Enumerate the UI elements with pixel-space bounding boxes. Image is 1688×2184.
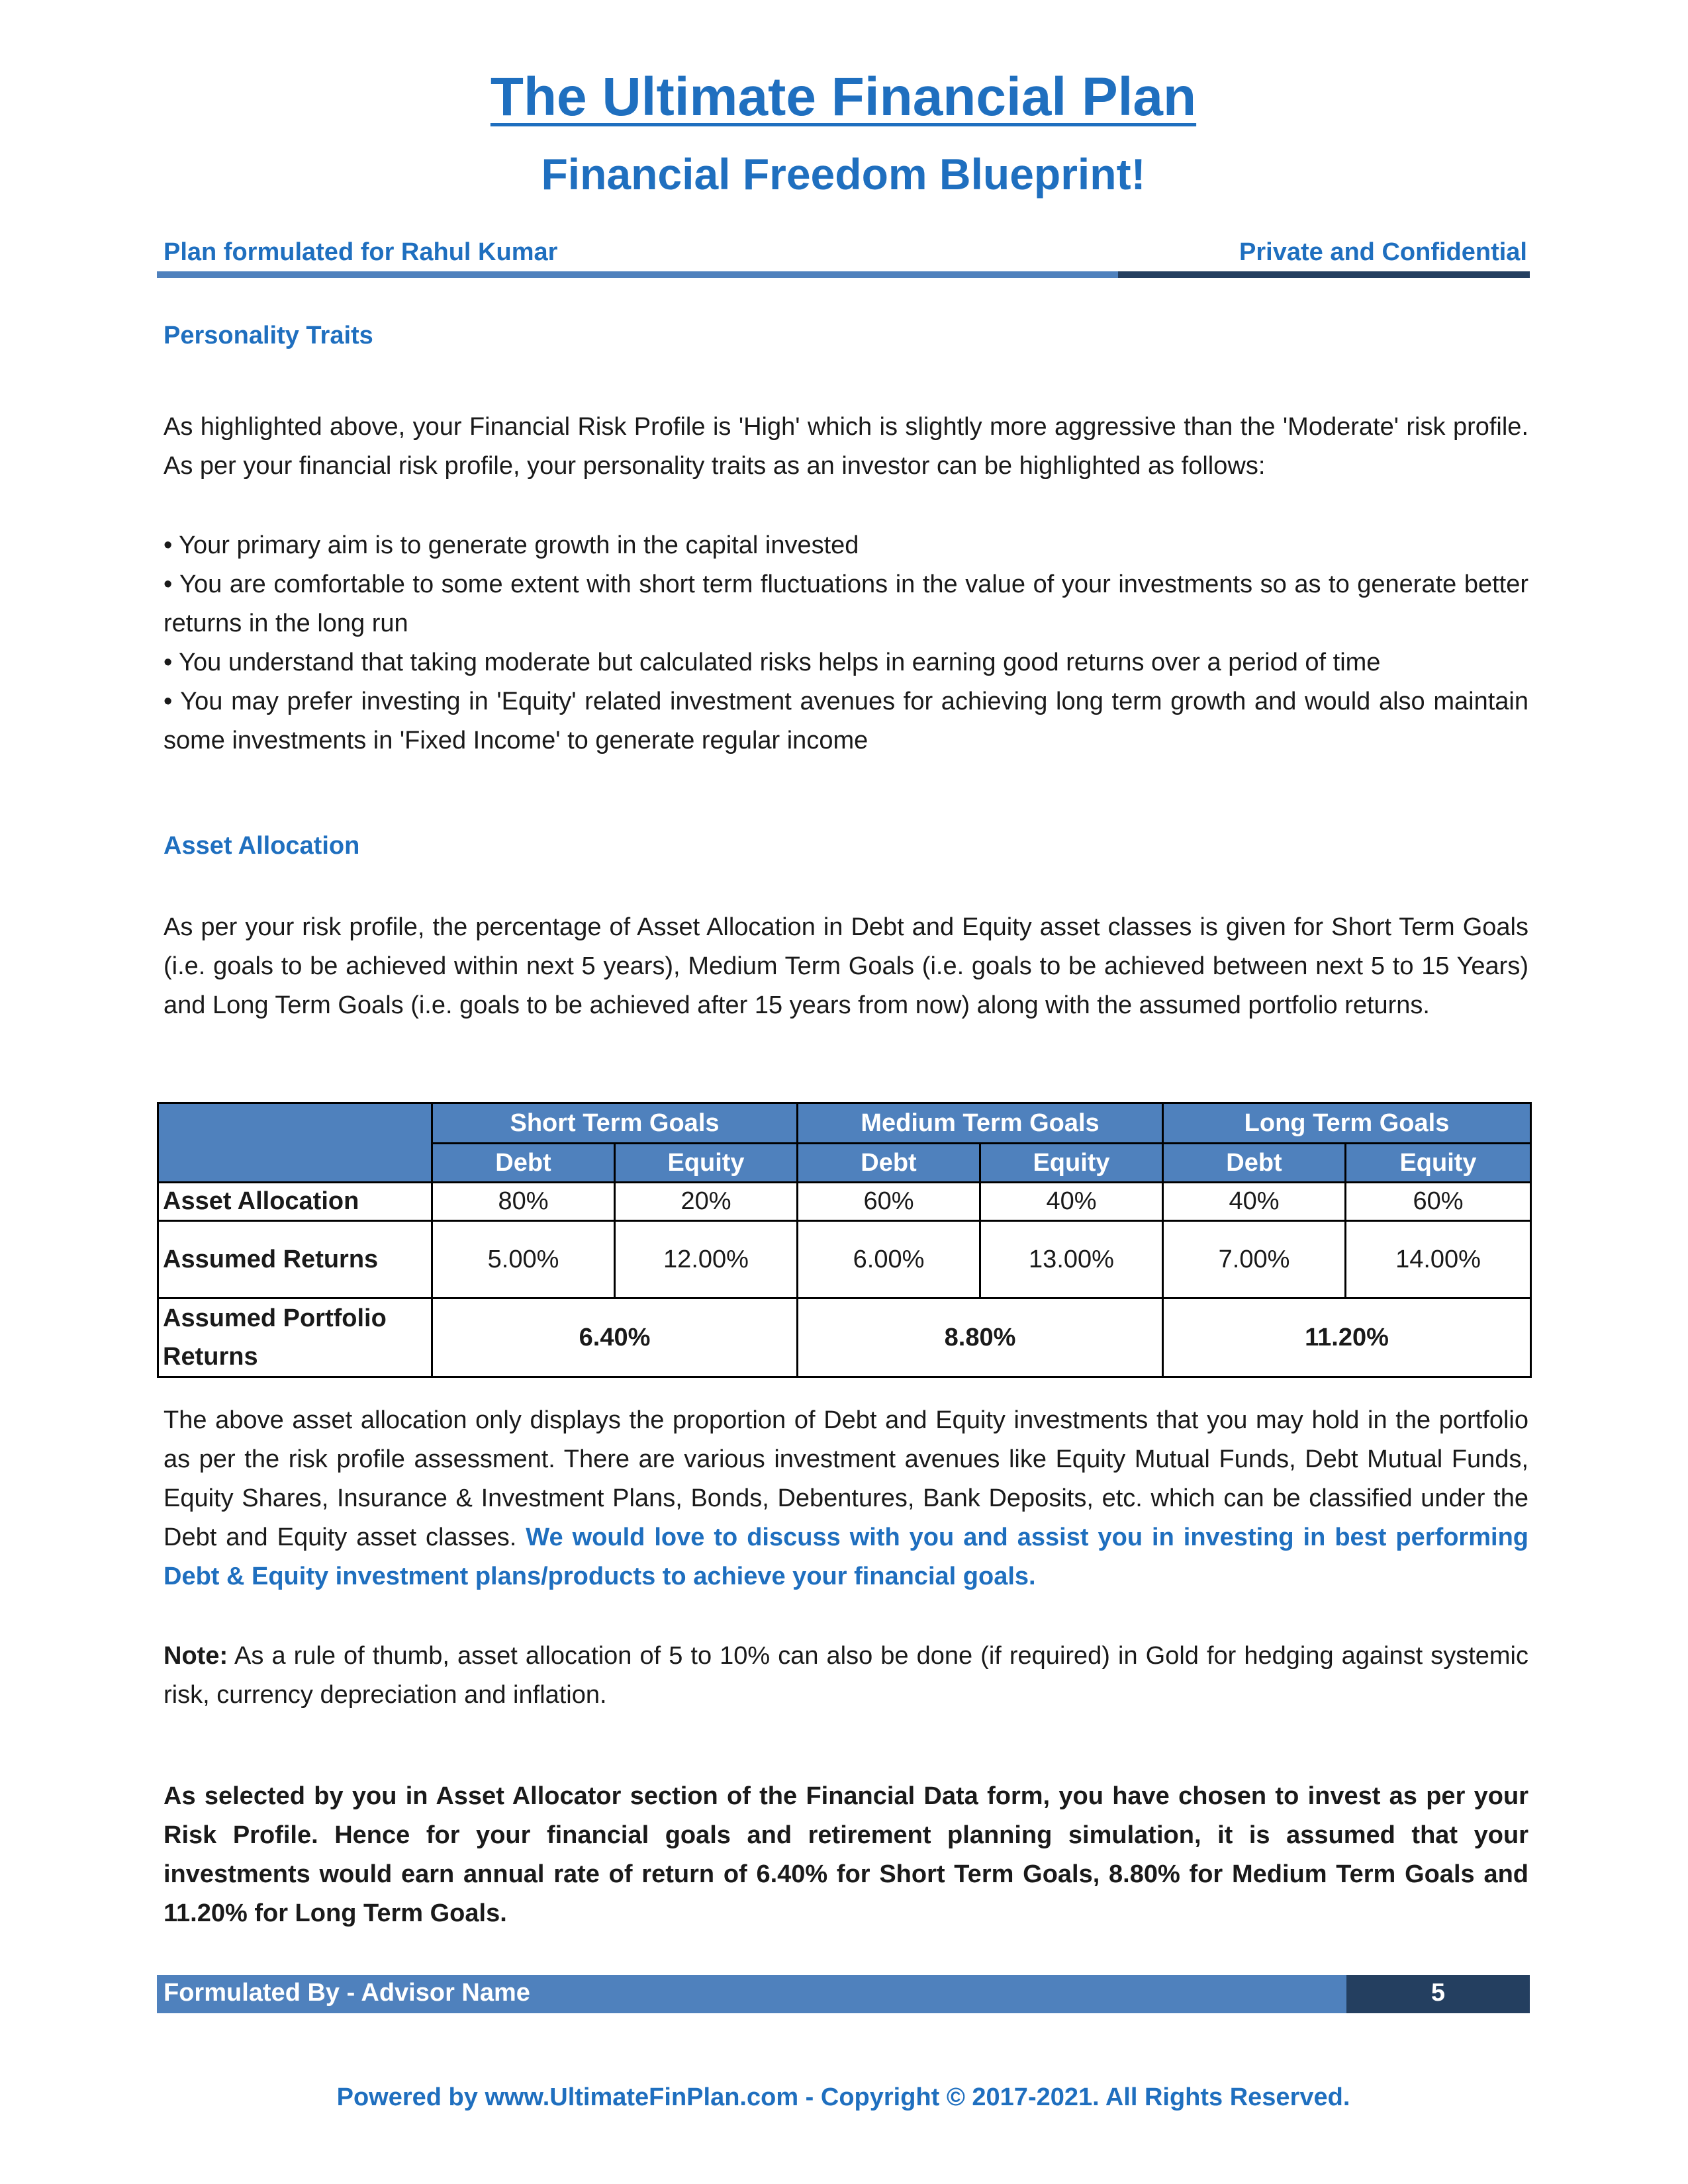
bullet-item: • You may prefer investing in 'Equity' related investment avenues for achieving long term growth and would also maintain some investments in 'Fixed Income' to generate regular income (164, 688, 1528, 754)
table-sub-header: Equity (980, 1144, 1163, 1183)
header-bar-navy (1118, 271, 1530, 278)
personality-bullets (164, 526, 1528, 760)
asset-allocation-heading: Asset Allocation (164, 832, 360, 860)
note-body: As a rule of thumb, asset allocation of 5 to 10% can also be done (if required) in Gold for hedging against systemic risk, currency depreciation and inflation. (164, 1642, 1528, 1709)
footer-bar (157, 1975, 1530, 2013)
bullet-item: • You understand that taking moderate but calculated risks helps in earning good returns over a period of time (164, 649, 1381, 676)
table-row (158, 1183, 1531, 1221)
bullet-item: • Your primary aim is to generate growth in the capital invested (164, 531, 859, 559)
table-cell: 80% (432, 1183, 615, 1221)
table-cell: 12.00% (615, 1221, 798, 1298)
table-sub-header: Debt (798, 1144, 980, 1183)
explanation-plain: The above asset allocation only displays the proportion of Debt and Equity investments that you may hold in the portfolio as per the risk profile assessment. There are various investment avenues like Equity Mutual Funds, Debt Mutual Funds, Equity Shares, Insurance & Investment Plans, Bonds, Debentures, Bank Deposits, etc. which can be classified under the Debt and Equity asset classes. (164, 1406, 1528, 1551)
table-row-label: Asset Allocation (158, 1183, 432, 1221)
table-sub-header: Equity (1346, 1144, 1531, 1183)
header-bar-blue (157, 271, 1118, 278)
table-row (158, 1298, 1531, 1377)
table-cell: 40% (1163, 1183, 1346, 1221)
portfolio-return-cell: 6.40% (432, 1298, 798, 1377)
portfolio-return-cell: 11.20% (1163, 1298, 1531, 1377)
note-paragraph (164, 1637, 1528, 1715)
asset-allocation-intro-text: As per your risk profile, the percentage of Asset Allocation in Debt and Equity asset classes is given for Short Term Goals (i.e. goals to be achieved within next 5 years), Medium Term Goals (i.e. goals to be achieved between next 5 to 15 Years) and Long Term Goals (i.e. goals to be achieved after 15 years from now) along with the assumed portfolio returns. (164, 913, 1528, 1019)
confidential-label: Private and Confidential (1239, 238, 1527, 266)
conclusion-text: As selected by you in Asset Allocator section of the Financial Data form, you have chosen to invest as per your Risk Profile. Hence for your financial goals and retirement planning simulation, it is assumed that your investments would earn annual rate of return of 6.40% for Short Term Goals, 8.80% for Medium Term Goals and 11.20% for Long Term Goals. (164, 1782, 1528, 1927)
asset-allocation-explanation (164, 1401, 1528, 1596)
document-title: The Ultimate Financial Plan (490, 67, 1197, 127)
asset-allocation-intro (164, 908, 1528, 1025)
page-number: 5 (1430, 1979, 1446, 2007)
conclusion-paragraph (164, 1777, 1528, 1933)
explanation-highlight: We would love to discuss with you and assist you in investing in best performing Debt & Equity investment plans/products to achieve your financial goals. (164, 1524, 1528, 1590)
explanation-text (164, 1401, 1528, 1596)
table-row (158, 1221, 1531, 1298)
table-cell: 13.00% (980, 1221, 1163, 1298)
portfolio-return-cell: 8.80% (798, 1298, 1163, 1377)
table-cell: 60% (1346, 1183, 1531, 1221)
table-cell: 14.00% (1346, 1221, 1531, 1298)
table-group-header: Short Term Goals (432, 1103, 798, 1144)
personality-intro (164, 408, 1528, 486)
personality-heading: Personality Traits (164, 322, 373, 349)
powered-by-text: Powered by www.UltimateFinPlan.com - Copyright © 2017-2021. All Rights Reserved. (336, 2083, 1350, 2111)
table-cell: 40% (980, 1183, 1163, 1221)
asset-allocation-table (157, 1102, 1532, 1378)
table-cell: 20% (615, 1183, 798, 1221)
table-sub-header: Debt (432, 1144, 615, 1183)
table-cell: 5.00% (432, 1221, 615, 1298)
note-label: Note: (164, 1642, 228, 1670)
table-cell: 60% (798, 1183, 980, 1221)
formulated-by-label: Formulated By - Advisor Name (164, 1979, 530, 2007)
table-group-header: Long Term Goals (1163, 1103, 1531, 1144)
table-cell: 6.00% (798, 1221, 980, 1298)
table-sub-header: Debt (1163, 1144, 1346, 1183)
table-corner-cell (158, 1103, 432, 1183)
bullet-item: • You are comfortable to some extent with short term fluctuations in the value of your investments so as to generate better returns in the long run (164, 570, 1528, 637)
table-cell: 7.00% (1163, 1221, 1346, 1298)
document-subtitle: Financial Freedom Blueprint! (541, 150, 1146, 199)
plan-for-label: Plan formulated for Rahul Kumar (164, 238, 558, 266)
table-row-label: Assumed Returns (158, 1221, 432, 1298)
header-divider-bar (157, 271, 1530, 278)
note-text (164, 1637, 1528, 1715)
table-group-header: Medium Term Goals (798, 1103, 1163, 1144)
table-sub-header: Equity (615, 1144, 798, 1183)
personality-intro-text: As highlighted above, your Financial Risk Profile is 'High' which is slightly more aggressive than the 'Moderate' risk profile. As per your financial risk profile, your personality traits as an investor can be highlighted as follows: (164, 413, 1528, 480)
table-row-label: Assumed Portfolio Returns (158, 1298, 432, 1377)
